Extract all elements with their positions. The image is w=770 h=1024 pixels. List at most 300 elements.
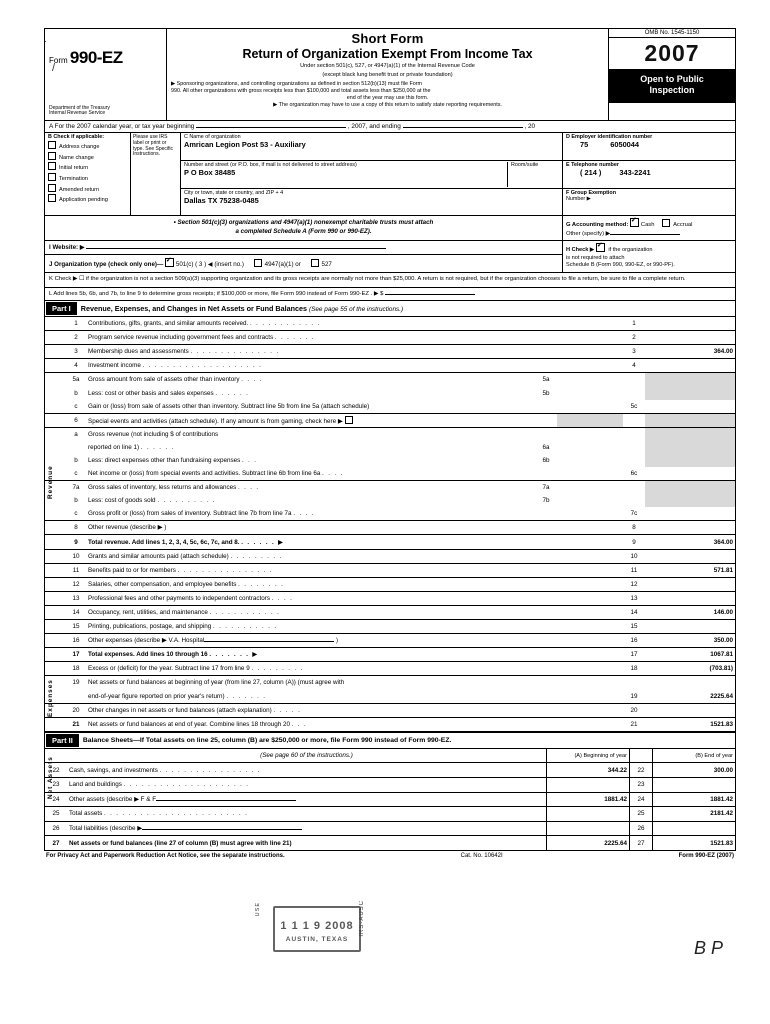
org-street-value: P O Box 38485 bbox=[184, 168, 236, 177]
part2-title: Balance Sheets—If Total assets on line 25, column (B) are $250,000 or more, file Form 990 instead of Form 990-EZ. bbox=[82, 736, 452, 744]
amount-beginning[interactable] bbox=[547, 821, 630, 836]
table-row bbox=[45, 821, 736, 836]
line-desc: Other changes in net assets or fund balances (attach explanation) bbox=[88, 706, 272, 714]
table-row bbox=[45, 413, 736, 427]
amount-end[interactable] bbox=[653, 777, 736, 792]
table-row: 25 Total assets . . . . . . . . . . . . . . . . . . . . . . . . 25 2181.42 bbox=[45, 807, 736, 822]
line-number: b bbox=[74, 389, 78, 397]
table-row: 1 Contributions, gifts, grants, and similar amounts received. . . . . . . . . . . . . 1 bbox=[45, 317, 736, 331]
amount-cell[interactable] bbox=[645, 620, 736, 634]
line-no-box: 8 bbox=[632, 524, 636, 532]
mid-line-no: 7a bbox=[542, 484, 550, 492]
line-desc: Excess or (deficit) for the year. Subtract line 17 from line 9 bbox=[88, 665, 250, 673]
amount-cell[interactable] bbox=[645, 577, 736, 591]
mid-amount[interactable] bbox=[557, 317, 623, 331]
part2-tag: Part II bbox=[46, 734, 79, 747]
organization-type-row bbox=[45, 255, 562, 271]
table-row: 14 Occupancy, rent, utilities, and maintenance . . . . . . . . . . . . 14 146.00 bbox=[45, 605, 736, 619]
line-no-box: 7c bbox=[630, 510, 638, 518]
schedule-a-note-line1: • Section 501(c)(3) organizations and 4947(a)(1) nonexempt charitable trusts must attach bbox=[173, 219, 434, 226]
line-desc: Special events and activities (attach schedule). If any amount is from gaming, check here ▶ bbox=[88, 417, 343, 425]
mid-line-no: 5a bbox=[542, 376, 550, 384]
line-number: 12 bbox=[72, 580, 80, 588]
org-name-field[interactable] bbox=[181, 133, 562, 161]
checkbox-schedule-b[interactable] bbox=[596, 243, 605, 252]
org-type-label: J Organization type (check only one)— bbox=[49, 261, 164, 269]
org-type-4947-label: 4947(a)(1) or bbox=[264, 261, 301, 269]
amount-end[interactable]: 2181.42 bbox=[653, 807, 736, 822]
line-no-box: 12 bbox=[630, 580, 638, 588]
line-number: 17 bbox=[72, 651, 80, 659]
checkbox-address-change-label: Address change bbox=[59, 143, 100, 150]
line-no-box: 19 bbox=[630, 692, 638, 700]
org-type-527-label: 527 bbox=[321, 261, 332, 269]
amount-beginning[interactable]: 2225.64 bbox=[547, 836, 630, 851]
form-header bbox=[44, 28, 736, 120]
table-row bbox=[45, 676, 736, 690]
line-number: b bbox=[74, 497, 78, 505]
line-desc: Net assets or fund balances at end of year. Combine lines 18 through 20 bbox=[88, 720, 290, 728]
block-b-title: B Check if applicable: bbox=[48, 134, 105, 140]
title-line2: Return of Organization Exempt From Income Tax bbox=[242, 47, 533, 61]
line-no-box: 27 bbox=[630, 836, 653, 851]
amount-cell[interactable] bbox=[645, 331, 736, 345]
table-row: 4 Investment income . . . . . . . . . . . . . . . . . . . . 4 bbox=[45, 359, 736, 373]
table-row: 11 Benefits paid to or for members . . . . . . . . . . . . . . . . 11 571.81 bbox=[45, 563, 736, 577]
line-number: c bbox=[74, 470, 78, 478]
ein-suffix: 6050044 bbox=[610, 140, 640, 149]
line-no-box: 18 bbox=[630, 665, 638, 673]
checkbox-4947a1[interactable] bbox=[254, 259, 262, 267]
checkbox-icon[interactable] bbox=[48, 194, 56, 202]
line-no-box: 11 bbox=[630, 566, 638, 574]
stamp-right-label: IRS-AUSC bbox=[359, 900, 365, 937]
side-label-expenses: Expenses bbox=[47, 679, 54, 717]
line-no-box: 5c bbox=[630, 402, 638, 410]
line-desc: Investment income bbox=[88, 362, 141, 370]
checkbox-icon[interactable] bbox=[48, 152, 56, 160]
mid-amount[interactable] bbox=[557, 345, 623, 359]
line-no-box: 10 bbox=[630, 552, 638, 560]
line-no-box: 15 bbox=[630, 623, 638, 631]
amount-cell[interactable] bbox=[645, 467, 736, 481]
handwritten-initials: B P bbox=[694, 938, 724, 958]
line-desc: Total assets bbox=[69, 810, 103, 818]
table-row: 15 Printing, publications, postage, and shipping . . . . . . . . . . . 15 bbox=[45, 620, 736, 634]
part2-table bbox=[44, 749, 736, 851]
org-city-label: City or town, state or country, and ZIP + 4 bbox=[184, 190, 284, 196]
block-h-text1: if the organization bbox=[608, 247, 653, 254]
website-field[interactable] bbox=[45, 241, 562, 255]
table-row bbox=[45, 521, 736, 535]
org-type-501c-label: 501(c) ( 3 ) ◀ (insert no.) bbox=[175, 261, 244, 269]
mid-amount[interactable] bbox=[557, 359, 623, 373]
mid-amount[interactable] bbox=[557, 373, 623, 387]
table-row: 9 Total revenue. Add lines 1, 2, 3, 4, 5c, 6c, 7c, and 8. . . . . . . ▶ 9 364.00 bbox=[45, 535, 736, 549]
amount-cell[interactable] bbox=[645, 521, 736, 535]
amount-cell[interactable]: 571.81 bbox=[713, 566, 733, 574]
table-row bbox=[45, 792, 736, 807]
mid-amount[interactable] bbox=[557, 331, 623, 345]
cash-label: Cash bbox=[640, 222, 655, 228]
line-desc: Contributions, gifts, grants, and similar amounts received. bbox=[88, 320, 249, 328]
table-row: 13 Professional fees and other payments to independent contractors . . . . 13 bbox=[45, 591, 736, 605]
mid-amount[interactable] bbox=[557, 494, 623, 507]
part1-title: Revenue, Expenses, and Changes in Net Assets or Fund Balances bbox=[80, 303, 307, 313]
amount-end[interactable] bbox=[653, 821, 736, 836]
amount-cell[interactable]: 146.00 bbox=[713, 609, 733, 616]
telephone-number: 343-2241 bbox=[619, 168, 651, 177]
header-bullet-2: ▶ The organization may have to use a copy of this return to satisfy state reporting requirements. bbox=[273, 102, 502, 109]
amount-cell[interactable] bbox=[645, 549, 736, 563]
line-desc: Printing, publications, postage, and shipping bbox=[88, 623, 212, 631]
org-name-label: C Name of organization bbox=[184, 134, 241, 140]
hand-annotation-slash: / bbox=[52, 62, 56, 74]
table-row: 7a Gross sales of inventory, less returns and allowances . . . . 7a bbox=[45, 481, 736, 495]
accounting-method-label: G Accounting method: bbox=[566, 222, 629, 228]
telephone-field[interactable] bbox=[563, 161, 735, 189]
subtitle-line1: Under section 501(c), 527, or 4947(a)(1) of the Internal Revenue Code bbox=[300, 63, 475, 69]
checkbox-name-change[interactable] bbox=[48, 152, 127, 163]
line-no-box: 3 bbox=[632, 348, 636, 356]
line-a-end-label: , 20 bbox=[524, 123, 536, 130]
table-row: 17 Total expenses. Add lines 10 through 16 . . . . . . . ▶ 17 1067.81 bbox=[45, 648, 736, 662]
ein-phone-group-block bbox=[563, 133, 735, 215]
title-line1: Short Form bbox=[351, 31, 424, 46]
line-number: 26 bbox=[52, 825, 60, 833]
checkbox-gaming[interactable] bbox=[345, 416, 353, 424]
table-row: 23 Land and buildings . . . . . . . . . . . . . . . . . . . . . 23 bbox=[45, 777, 736, 792]
header-bullet-1a: ▶ Sponsoring organizations, and controlling organizations as defined in section 512(b)(13) must file Form bbox=[171, 80, 423, 87]
table-row: end-of-year figure reported on prior year's return) . . . . . . . 19 2225.64 bbox=[45, 690, 736, 704]
org-city-field[interactable] bbox=[181, 189, 562, 215]
table-row: 22 Cash, savings, and investments . . . . . . . . . . . . . . . . . 344.22 22 300.00 bbox=[45, 763, 736, 778]
side-label-revenue: Revenue bbox=[47, 465, 54, 499]
table-row: 20 Other changes in net assets or fund balances (attach explanation) . . . . . 20 bbox=[45, 703, 736, 717]
line-desc: Net assets or fund balances at beginning of year (from line 27, column (A)) (must agree with bbox=[88, 679, 345, 687]
block-h-text2: is not required to attach bbox=[566, 254, 625, 261]
line-number: 11 bbox=[72, 566, 80, 574]
schedule-a-note-row bbox=[44, 215, 736, 240]
table-row: 16 Other expenses (describe ▶ V.A. Hospital ) 16 350.00 bbox=[45, 634, 736, 648]
amount-cell[interactable]: 364.00 bbox=[713, 348, 733, 356]
stamp-city: AUSTIN, TEXAS bbox=[285, 936, 349, 943]
part2-header-row bbox=[45, 749, 736, 763]
table-row: b Less: cost or other basis and sales expenses . . . . . . 5b bbox=[45, 386, 736, 399]
mid-amount[interactable] bbox=[557, 386, 623, 399]
group-exemption-number-label: Number ▶ bbox=[566, 196, 591, 202]
table-row: 2 Program service revenue including government fees and contracts . . . . . . . 2 bbox=[45, 331, 736, 345]
line-no-box: 17 bbox=[630, 651, 638, 659]
side-label-netassets: Net Assets bbox=[47, 756, 54, 799]
footer-cat-no: Cat. No. 10642I bbox=[460, 852, 503, 859]
amount-cell[interactable] bbox=[645, 507, 736, 521]
line-desc: Less: cost or other basis and sales expenses bbox=[88, 389, 214, 397]
ein-field[interactable] bbox=[563, 133, 735, 161]
ein-prefix: 75 bbox=[580, 140, 589, 149]
line-number: 6 bbox=[74, 416, 78, 424]
org-street-label: Number and street (or P.O. box, if mail is not delivered to street address) bbox=[184, 162, 357, 168]
line-a-mid: , 2007, and ending bbox=[347, 123, 401, 130]
line-a-tax-year bbox=[44, 120, 736, 132]
amount-cell[interactable]: 1067.81 bbox=[710, 651, 733, 659]
block-k: K Check ▶ ☐ if the organization is not a section 509(a)(3) supporting organization and its gross receipts are normally not more than $25,000. A return is not required, but if the organization chooses to file a return, be sure to file a complete return. bbox=[44, 272, 736, 287]
table-row: c Gross profit or (loss) from sales of inventory. Subtract line 7b from line 7a . . . . 7c bbox=[45, 507, 736, 521]
amount-cell[interactable] bbox=[645, 400, 736, 414]
line-desc: Cash, savings, and investments bbox=[69, 766, 158, 774]
line-desc: reported on line 1) bbox=[88, 443, 140, 451]
room-suite-field[interactable] bbox=[507, 162, 559, 187]
ein-label: D Employer identification number bbox=[566, 134, 653, 140]
header-bullet-1b: 990. All other organizations with gross receipts less than $100,000 and total assets less than $250,000 at the bbox=[171, 87, 431, 94]
stamp-left-label: USE bbox=[255, 902, 261, 917]
line-number: 18 bbox=[72, 665, 80, 673]
line-number: 9 bbox=[74, 538, 78, 546]
mid-amount[interactable] bbox=[557, 454, 623, 467]
footer-form-id: Form 990-EZ (2007) bbox=[678, 852, 734, 859]
part2-header bbox=[44, 732, 736, 749]
checkbox-icon[interactable] bbox=[48, 141, 56, 149]
line-desc: Land and buildings bbox=[69, 781, 122, 789]
form-label: Form bbox=[49, 56, 68, 65]
form-identifier bbox=[45, 29, 167, 120]
amount-cell[interactable] bbox=[645, 703, 736, 717]
accounting-other-input[interactable] bbox=[610, 234, 680, 235]
mid-line-no bbox=[535, 317, 557, 331]
accounting-other-label: Other (specify) ▶ bbox=[566, 230, 611, 237]
checkbox-icon[interactable] bbox=[48, 162, 56, 170]
table-row: c Net income or (loss) from special events and activities. Subtract line 6b from line 6a . . . . 6c bbox=[45, 467, 736, 481]
line-desc: Net assets or fund balances (line 27 of column (B) must agree with line 21) bbox=[69, 839, 292, 847]
group-exemption-field[interactable] bbox=[563, 189, 735, 215]
line-desc: Membership dues and assessments bbox=[88, 348, 189, 356]
line-desc: Gross sales of inventory, less returns and allowances bbox=[88, 484, 237, 492]
block-l bbox=[44, 287, 736, 301]
amount-end[interactable]: 1521.83 bbox=[653, 836, 736, 851]
stamp-date: 1 1 1 9 2008 bbox=[280, 920, 354, 932]
table-row bbox=[45, 400, 736, 414]
line-number: 22 bbox=[52, 766, 60, 774]
table-row bbox=[45, 427, 736, 441]
form-number: 990-EZ bbox=[69, 48, 123, 67]
line-number: 23 bbox=[52, 781, 60, 789]
hand-annotation-top: · bbox=[44, 36, 47, 46]
org-city-value: Dallas TX 75238-0485 bbox=[184, 196, 259, 205]
schedule-a-note bbox=[45, 216, 563, 240]
amount-cell[interactable] bbox=[645, 359, 736, 373]
part2-col-b-header: (B) End of year bbox=[653, 749, 736, 763]
block-h-text3: Schedule B (Form 990, 990-EZ, or 990-PF). bbox=[566, 262, 675, 269]
header-bullet-1c: end of the year may use this form. bbox=[346, 95, 429, 101]
line-number: 13 bbox=[72, 594, 80, 602]
checkbox-amended-return-label: Amended return bbox=[59, 186, 100, 193]
table-row: 12 Salaries, other compensation, and employee benefits . . . . . . . . 12 bbox=[45, 577, 736, 591]
line-no-box: 4 bbox=[632, 362, 636, 370]
part1-tag: Part I bbox=[46, 302, 77, 315]
amount-beginning[interactable] bbox=[547, 777, 630, 792]
table-row: 10 Grants and similar amounts paid (attach schedule) . . . . . . . . . 10 bbox=[45, 549, 736, 563]
block-h-label: H Check ▶ bbox=[566, 247, 595, 254]
line-desc: Gain or (loss) from sale of assets other than inventory. Subtract line 5b from line 5a (attach schedule) bbox=[88, 402, 370, 410]
organization-info-block bbox=[181, 133, 563, 215]
checkbox-termination[interactable] bbox=[48, 173, 127, 184]
line-desc: Grants and similar amounts paid (attach schedule) bbox=[88, 552, 229, 560]
amount-cell[interactable]: 364.00 bbox=[713, 538, 733, 546]
form-title-block bbox=[167, 29, 609, 120]
open-to-public-label: Open to Public bbox=[640, 74, 704, 84]
mid-amount[interactable] bbox=[557, 441, 623, 454]
part1-title-note: (See page 55 of the instructions.) bbox=[308, 305, 404, 313]
dept-line2: Internal Revenue Service bbox=[49, 110, 106, 117]
line-desc: Total liabilities (describe ▶ bbox=[69, 825, 143, 833]
checkbox-application-pending[interactable] bbox=[48, 194, 127, 205]
amount-beginning[interactable]: 344.22 bbox=[547, 763, 630, 778]
amount-end[interactable]: 1881.42 bbox=[653, 792, 736, 807]
amount-beginning[interactable]: 1881.42 bbox=[547, 792, 630, 807]
line-number: 19 bbox=[72, 679, 80, 687]
checkbox-name-change-label: Name change bbox=[59, 154, 94, 161]
checkbox-icon[interactable] bbox=[48, 184, 56, 192]
line-number: 7a bbox=[72, 484, 80, 492]
accounting-method-block bbox=[563, 216, 735, 240]
line-desc: Net income or (loss) from special events and activities. Subtract line 6b from line 6a bbox=[88, 470, 321, 478]
amount-cell[interactable]: 350.00 bbox=[713, 637, 733, 645]
line-desc: Professional fees and other payments to independent contractors bbox=[88, 594, 271, 602]
mid-line-no: 7b bbox=[542, 497, 550, 505]
line-a-end-input[interactable] bbox=[403, 127, 523, 128]
line-number: 3 bbox=[74, 348, 78, 356]
line-no-box: 9 bbox=[632, 538, 636, 546]
mid-amount[interactable] bbox=[557, 481, 623, 495]
omb-number: OMB No. 1545-1150 bbox=[609, 29, 735, 38]
org-name-value: Amrican Legion Post 53 - Auxiliary bbox=[184, 140, 306, 149]
checkbox-cash[interactable] bbox=[630, 218, 639, 227]
schedule-b-check-block bbox=[563, 241, 735, 272]
line-desc: Other revenue (describe ▶ ) bbox=[88, 524, 167, 532]
amount-cell[interactable]: 1521.83 bbox=[710, 720, 733, 728]
line-number: c bbox=[74, 510, 78, 518]
line-number: 21 bbox=[72, 720, 80, 728]
checkbox-amended-return[interactable] bbox=[48, 184, 127, 195]
line-desc: Occupancy, rent, utilities, and maintenance bbox=[88, 609, 208, 616]
amount-cell[interactable] bbox=[645, 591, 736, 605]
amount-end[interactable]: 300.00 bbox=[653, 763, 736, 778]
org-street-field[interactable] bbox=[181, 161, 562, 189]
line-number: 1 bbox=[74, 320, 78, 328]
checkbox-termination-label: Termination bbox=[59, 175, 88, 182]
line-no-box: 2 bbox=[632, 334, 636, 342]
line-number: c bbox=[74, 402, 78, 410]
line-number: b bbox=[74, 456, 78, 464]
line-number: 24 bbox=[52, 795, 60, 803]
please-use-irs-label-note: Please use IRS label or print or type. See Specific Instructions. bbox=[131, 133, 181, 215]
line-number: 16 bbox=[72, 637, 80, 645]
line-no-box: 6c bbox=[630, 470, 638, 478]
checkbox-accrual[interactable] bbox=[662, 219, 670, 227]
line-number: 14 bbox=[72, 609, 80, 616]
website-label: I Website: ▶ bbox=[49, 244, 85, 252]
table-row: b Less: cost of goods sold . . . . . . . . . . 7b bbox=[45, 494, 736, 507]
line-desc: Other expenses (describe ▶ V.A. Hospital bbox=[88, 637, 205, 645]
line-number: 2 bbox=[74, 334, 78, 342]
amount-cell[interactable]: 2225.64 bbox=[710, 692, 733, 700]
received-stamp bbox=[255, 900, 375, 962]
checkbox-501c[interactable] bbox=[165, 258, 174, 267]
line-desc: Salaries, other compensation, and employee benefits bbox=[88, 580, 237, 588]
table-row: reported on line 1) . . . . . . 6a bbox=[45, 441, 736, 454]
block-b-c-d bbox=[44, 132, 736, 215]
line-desc: Gross profit or (loss) from sales of inventory. Subtract line 7b from line 7a bbox=[88, 510, 292, 518]
schedule-a-note-line2: a completed Schedule A (Form 990 or 990-EZ). bbox=[235, 227, 372, 235]
line-desc: Total expenses. Add lines 10 through 16 bbox=[88, 651, 208, 659]
line-number: 5a bbox=[72, 376, 80, 384]
telephone-area: ( 214 ) bbox=[580, 168, 602, 177]
checkbox-527[interactable] bbox=[311, 259, 319, 267]
line-no-box: 26 bbox=[630, 821, 653, 836]
telephone-label: E Telephone number bbox=[566, 162, 619, 168]
line-a-begin-input[interactable] bbox=[196, 127, 346, 128]
part1-table bbox=[44, 317, 736, 732]
group-exemption-label: F Group Exemption bbox=[566, 190, 617, 196]
checkbox-initial-return[interactable] bbox=[48, 162, 127, 173]
open-to-public-banner bbox=[609, 69, 735, 103]
line-no-box: 21 bbox=[630, 720, 638, 728]
line-a-label: A For the 2007 calendar year, or tax year beginning bbox=[49, 123, 195, 130]
stamp-box bbox=[273, 906, 361, 952]
table-row: b Less: direct expenses other than fundraising expenses . . . 6b bbox=[45, 454, 736, 467]
line-no-box: 20 bbox=[630, 706, 638, 714]
omb-block bbox=[609, 29, 735, 120]
amount-cell[interactable]: (703.81) bbox=[709, 665, 733, 673]
line-number: a bbox=[74, 430, 78, 438]
room-suite-label: Room/suite bbox=[511, 162, 539, 168]
line-desc: Benefits paid to or for members bbox=[88, 566, 176, 574]
inspection-label: Inspection bbox=[649, 85, 695, 96]
line-number: 20 bbox=[72, 706, 80, 714]
part2-col-a-header: (A) Beginning of year bbox=[547, 749, 630, 763]
line-number: 15 bbox=[72, 623, 80, 631]
checkbox-icon[interactable] bbox=[48, 173, 56, 181]
block-l-input[interactable] bbox=[385, 294, 475, 295]
checkbox-application-pending-label: Application pending bbox=[59, 197, 108, 204]
amount-cell[interactable] bbox=[645, 317, 736, 331]
block-l-text: L Add lines 5b, 6b, and 7b, to line 9 to determine gross receipts; if $100,000 or more, file Form 990 instead of Form 990-EZ . ▶ $ bbox=[49, 290, 384, 297]
mid-line-no: 6b bbox=[542, 456, 550, 464]
line-number: 8 bbox=[74, 524, 78, 532]
line-desc: Total revenue. Add lines 1, 2, 3, 4, 5c, 6c, 7c, and 8. bbox=[88, 538, 240, 546]
tax-year: 2007 bbox=[644, 40, 700, 66]
table-row: 5a Gross amount from sale of assets other than inventory . . . . 5a bbox=[45, 373, 736, 387]
part2-instruction: (See page 60 of the instructions.) bbox=[260, 752, 353, 760]
line-desc: Program service revenue including government fees and contracts bbox=[88, 334, 274, 342]
table-row: 3 Membership dues and assessments . . . . . . . . . . . . . . . 3 364.00 bbox=[45, 345, 736, 359]
line-no-box: 13 bbox=[630, 594, 638, 602]
website-input[interactable] bbox=[86, 248, 386, 249]
accrual-label: Accrual bbox=[673, 222, 693, 228]
checkbox-address-change[interactable] bbox=[48, 141, 127, 152]
line-no-box: 22 bbox=[630, 763, 653, 778]
subtitle-line2: (except black lung benefit trust or private foundation) bbox=[322, 71, 453, 78]
dept-line1: Department of the Treasury bbox=[49, 104, 110, 111]
form-footer bbox=[44, 853, 736, 859]
form-990ez-document bbox=[44, 28, 736, 958]
line-desc: Gross revenue (not including $ of contributions bbox=[88, 430, 219, 438]
mid-line-no: 5b bbox=[542, 389, 550, 397]
mid-line-no: 6a bbox=[542, 443, 550, 451]
amount-beginning[interactable] bbox=[547, 807, 630, 822]
line-number: 25 bbox=[52, 810, 60, 818]
line-number: 27 bbox=[52, 839, 60, 847]
